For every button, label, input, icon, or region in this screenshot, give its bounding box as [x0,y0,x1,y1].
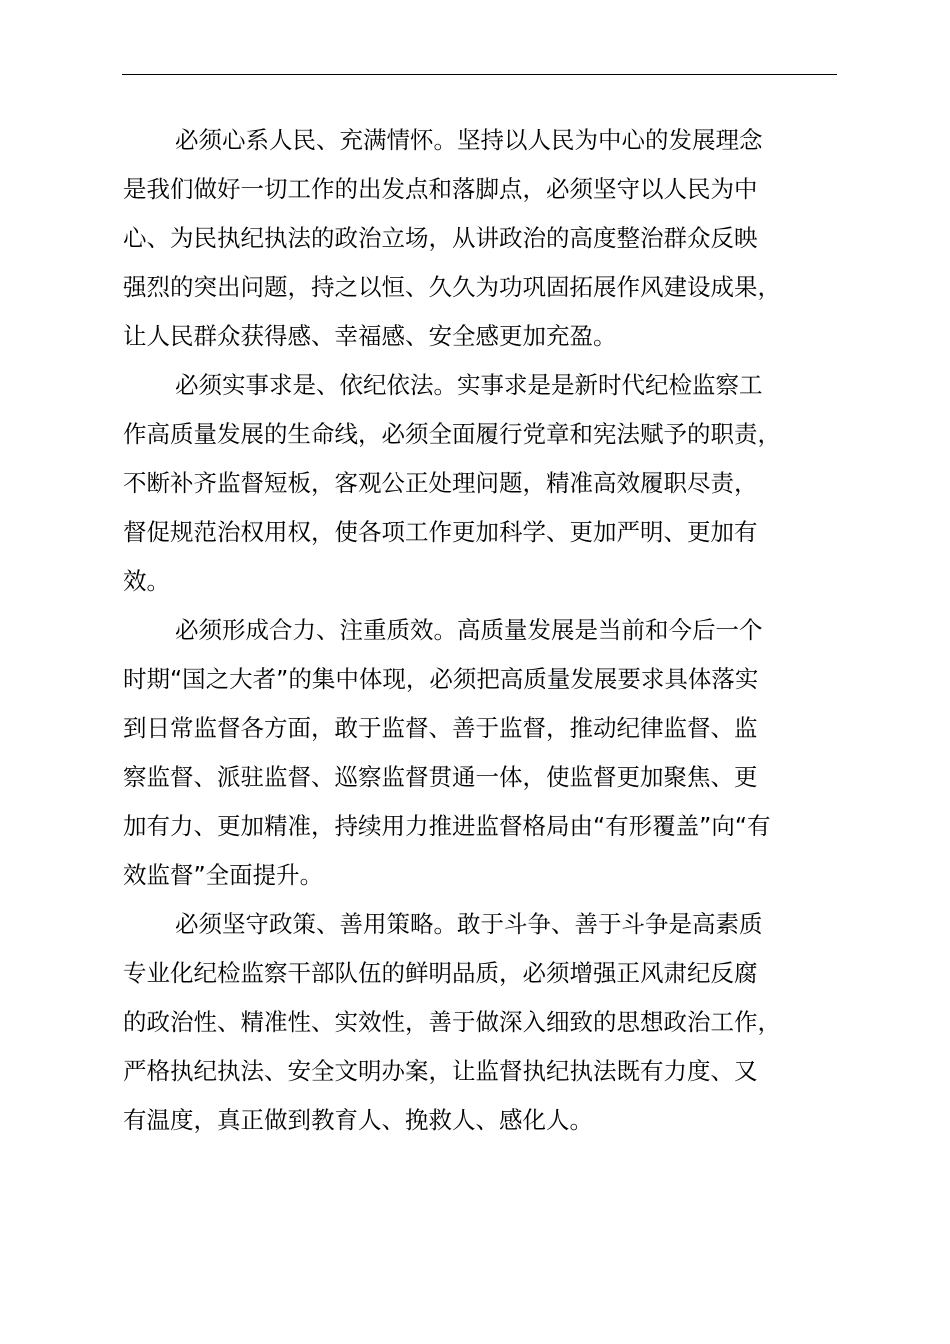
paragraph-1: 必须心系人民、充满情怀。坚持以人民为中心的发展理念 是我们做好一切工作的出发点和落脚点，必须坚守以人民为中 心、为民执纪执法的政治立场，从讲政治的高度整治群众反映 强烈的突出问题，持之以恒、久久为功巩固拓展作风建设成果， 让人民群众获得感、幸福感、安全感更加充盈。 [123,126,781,350]
paragraph-2: 必须实事求是、依纪依法。实事求是是新时代纪检监察工 作高质量发展的生命线，必须全面履行党章和宪法赋予的职责， 不断补齐监督短板，客观公正处理问题，精准高效履职尽责， 督促规范治权用权，使各项工作更加科学、更加严明、更加有 效。 [123,371,781,595]
header-rule [122,74,837,75]
paragraph-3: 必须形成合力、注重质效。高质量发展是当前和今后一个 时期“国之大者”的集中体现，必须把高质量发展要求具体落实 到日常监督各方面，敢于监督、善于监督，推动纪律监督、监 察监督、派驻监督、巡察监督贯通一体，使监督更加聚焦、更 加有力、更加精准，持续用力推进监督格局由“有形覆盖”向“有 效监督”全面提升。 [123,616,771,889]
document-body [123,116,863,1145]
paragraph-4: 必须坚守政策、善用策略。敢于斗争、善于斗争是高素质 专业化纪检监察干部队伍的鲜明品质，必须增强正风肃纪反腐 的政治性、精准性、实效性，善于做深入细致的思想政治工作， 严格执纪执法、安全文明办案，让监督执纪执法既有力度、又 有温度，真正做到教育人、挽救人、感化人。 [123,910,781,1134]
